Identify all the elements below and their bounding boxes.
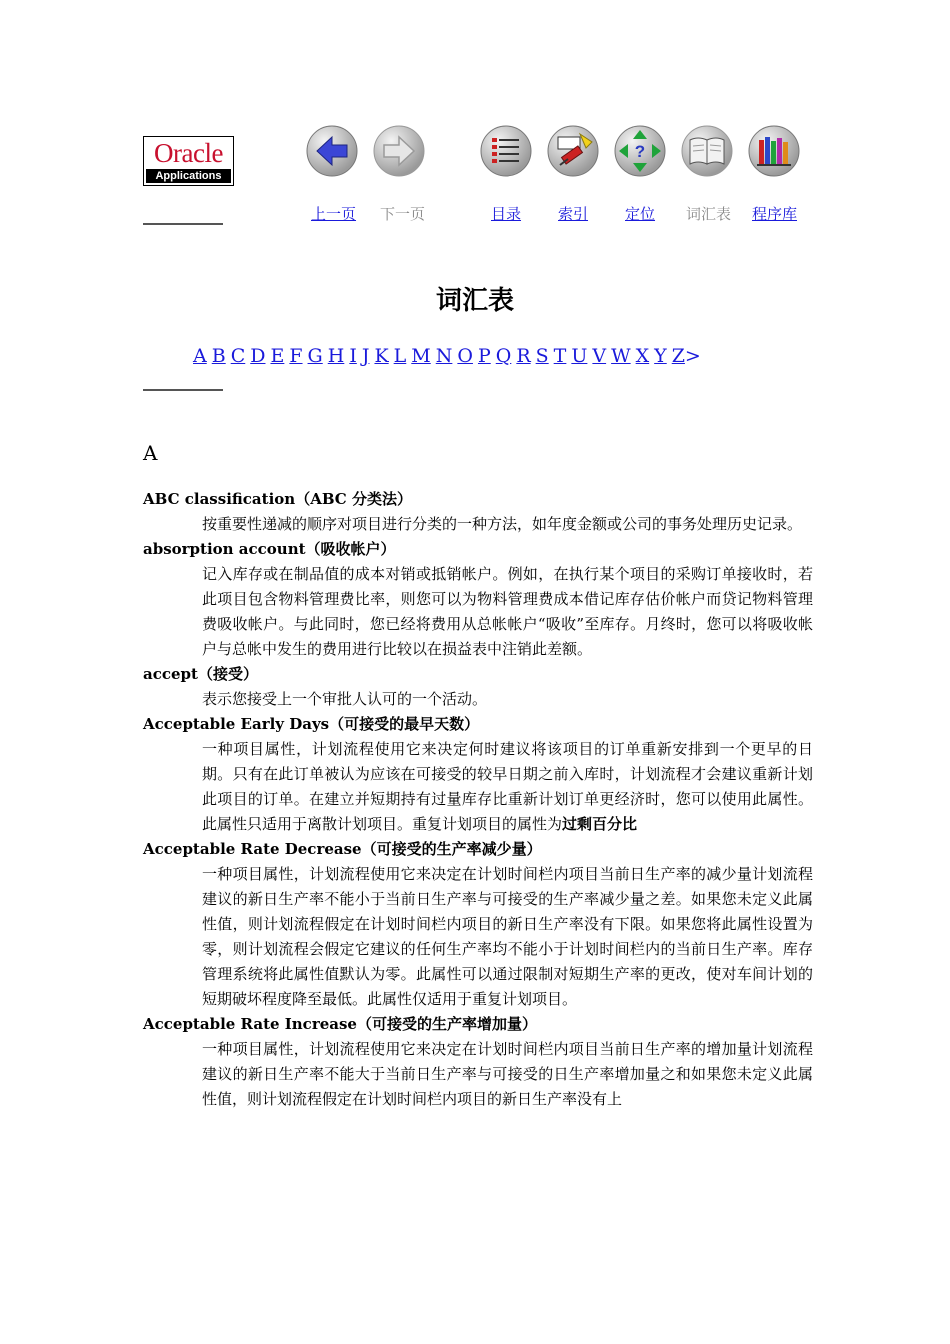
glossary-definition: 表示您接受上一个审批人认可的一个活动。: [202, 690, 488, 708]
alpha-link[interactable]: L: [393, 345, 407, 367]
definition-text: 一种项目属性，计划流程使用它来决定何时建议将该项目的订单重新安排到一个更早的日期。只有在此订单被认为应该在可接受的较早日期之前入库时，计划流程才会建议重新计划此项目的订单。在建立并短期持有过量库存比重新计划订单更经济时，您可以使用此属性。此属性只适用于离散计划项目。重复计划项目的属性为: [202, 740, 813, 833]
alpha-link[interactable]: E: [270, 345, 285, 367]
svg-text:?: ?: [634, 142, 646, 161]
glossary-book-icon: [680, 124, 734, 178]
glossary-list: [143, 487, 813, 1112]
find-link[interactable]: 定位: [625, 205, 656, 223]
contents-link[interactable]: 目录: [491, 205, 522, 223]
alpha-link[interactable]: A: [193, 345, 207, 367]
divider-top: [143, 223, 223, 225]
glossary-term: absorption account（吸收帐户）: [143, 540, 396, 558]
glossary-label: 词汇表: [686, 205, 732, 223]
alpha-link[interactable]: K: [374, 345, 389, 367]
glossary-definition: 按重要性递减的顺序对项目进行分类的一种方法，如年度金额或公司的事务处理历史记录。: [202, 515, 803, 533]
alpha-link[interactable]: C: [230, 345, 246, 367]
glossary-definition: 一种项目属性，计划流程使用它来决定在计划时间栏内项目当前日生产率的增加量计划流程建议的新日生产率不能大于当前日生产率与可接受的日生产率增加量之和如果您未定义此属性值，则计划流程假定在计划时间栏内项目的新日生产率没有上: [202, 1040, 813, 1108]
alpha-link[interactable]: P: [477, 345, 491, 367]
alpha-link[interactable]: N: [435, 345, 453, 367]
glossary-term: Acceptable Early Days（可接受的最早天数）: [143, 715, 480, 733]
definition-bold-term: 过剩百分比: [562, 815, 638, 833]
library-books-icon[interactable]: [747, 124, 801, 178]
glossary-term: accept（接受）: [143, 665, 258, 683]
alpha-link[interactable]: D: [250, 345, 266, 367]
navigate-icon[interactable]: [613, 124, 667, 178]
alpha-link[interactable]: S: [535, 345, 549, 367]
alpha-link[interactable]: W: [611, 345, 631, 367]
alpha-link[interactable]: Q: [495, 345, 512, 367]
alpha-link[interactable]: I: [349, 345, 357, 367]
logo-wordmark: Oracle: [154, 138, 223, 168]
alpha-link[interactable]: O: [457, 345, 473, 367]
alpha-link[interactable]: M: [411, 345, 431, 367]
alphabet-index: [193, 345, 701, 367]
page-title: 词汇表: [435, 286, 514, 316]
glossary-term: Acceptable Rate Decrease（可接受的生产率减少量）: [143, 840, 542, 858]
glossary-term: Acceptable Rate Increase（可接受的生产率增加量）: [143, 1015, 537, 1033]
alpha-link[interactable]: T: [553, 345, 567, 367]
contents-list-icon[interactable]: [479, 124, 533, 178]
library-link[interactable]: 程序库: [752, 205, 798, 223]
index-icon[interactable]: [546, 124, 600, 178]
alpha-link[interactable]: U: [571, 345, 588, 367]
glossary-definition: 一种项目属性，计划流程使用它来决定在计划时间栏内项目当前日生产率的减少量计划流程建议的新日生产率不能小于当前日生产率与可接受的生产率减少量之差。如果您未定义此属性值，则计划流程假定在计划时间栏内项目的新日生产率没有下限。如果您将此属性设置为零，则计划流程会假定它建议的任何生产率均不能小于计划时间栏内的当前日生产率。库存管理系统将此属性值默认为零。此属性可以通过限制对短期生产率的更改，使对车间计划的短期破坏程度降至最低。此属性仅适用于重复计划项目。: [202, 865, 813, 1008]
alpha-link[interactable]: J: [361, 345, 370, 367]
alpha-link[interactable]: H: [327, 345, 345, 367]
alpha-link[interactable]: F: [289, 345, 303, 367]
logo-subtitle: Applications: [146, 169, 231, 183]
alpha-link[interactable]: B: [211, 345, 226, 367]
alpha-link[interactable]: R: [516, 345, 531, 367]
index-link[interactable]: 索引: [558, 205, 589, 223]
arrow-left-icon[interactable]: [305, 124, 359, 178]
oracle-applications-logo: [143, 136, 234, 186]
alpha-link[interactable]: Y: [654, 345, 667, 367]
arrow-right-icon: [372, 124, 426, 178]
alpha-link[interactable]: G: [307, 345, 323, 367]
glossary-term: ABC classification（ABC 分类法）: [143, 490, 412, 508]
alpha-link[interactable]: Z: [671, 345, 685, 367]
glossary-definition: [202, 737, 813, 837]
alpha-link[interactable]: V: [592, 345, 607, 367]
prev-page-link[interactable]: 上一页: [311, 205, 357, 223]
divider-alpha: [143, 389, 223, 391]
glossary-definition: 记入库存或在制品值的成本对销或抵销帐户。例如，在执行某个项目的采购订单接收时，若此项目包含物料管理费比率，则您可以为物料管理费成本借记库存估价帐户而贷记物料管理费吸收帐户。与此同时，您已经将费用从总帐帐户“吸收”至库存。月终时，您可以将吸收帐户与总帐中发生的费用进行比较以在损益表中注销此差额。: [202, 565, 813, 658]
section-heading: A: [143, 441, 158, 465]
alpha-link[interactable]: X: [635, 345, 650, 367]
next-page-label: 下一页: [380, 205, 426, 223]
alphabet-tail: >: [684, 345, 701, 367]
